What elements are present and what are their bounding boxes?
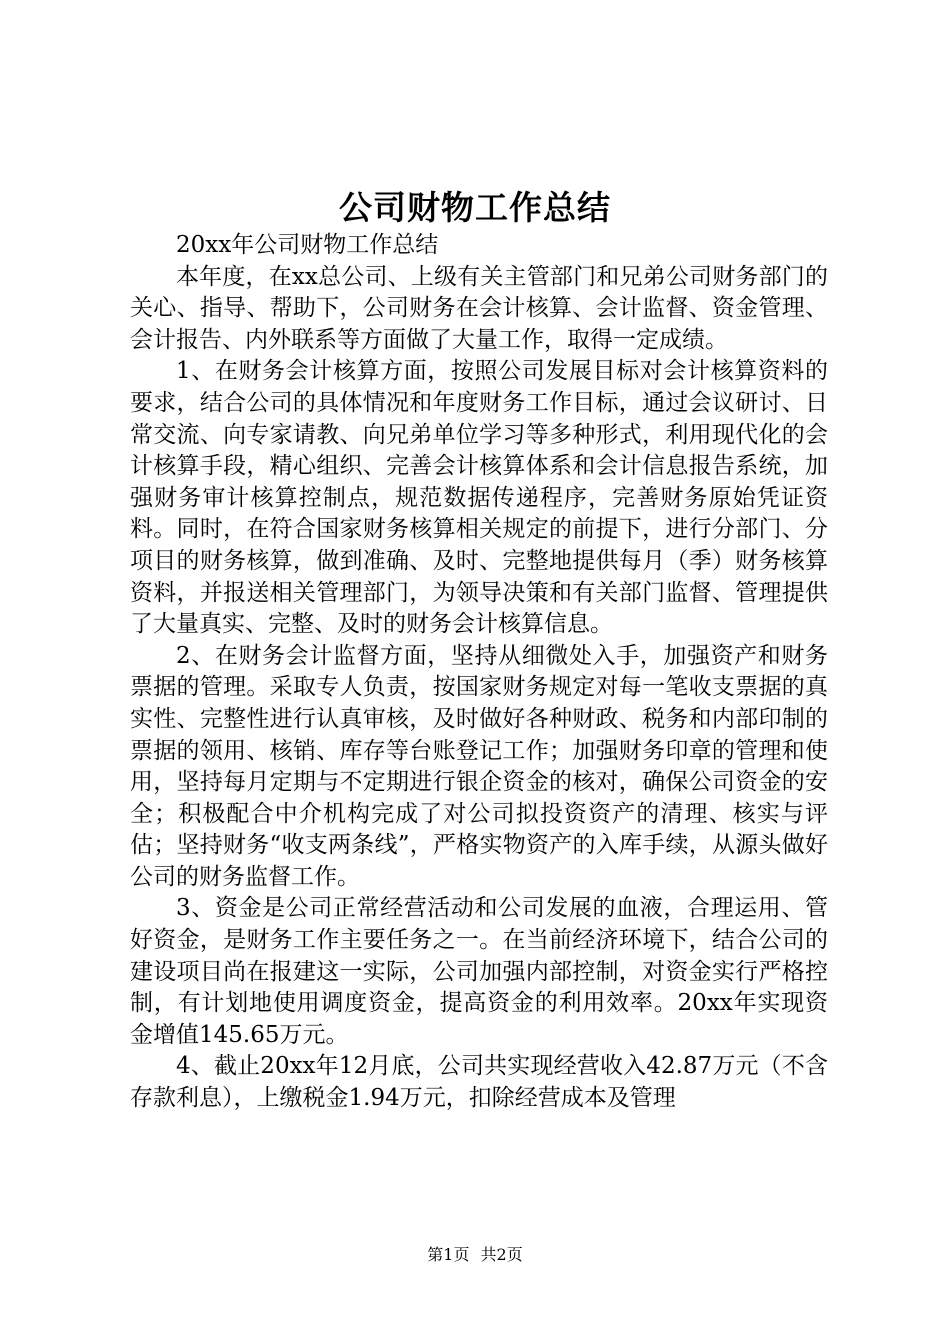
paragraph-funds: 3、资金是公司正常经营活动和公司发展的血液，合理运用、管好资金，是财务工作主要任务之一。在当前经济环境下，结合公司的建设项目尚在报建这一实际，公司加强内部控制，对资金实行严格控制，有计划地使用调度资金，提高资金的利用效率。20xx年实现资金增值145.65万元。 (130, 895, 828, 1048)
paragraph-supervision: 2、在财务会计监督方面，坚持从细微处入手，加强资产和财务票据的管理。采取专人负责，按国家财务规定对每一笔收支票据的真实性、完整性进行认真审核，及时做好各种财政、税务和内部印制的票据的领用、核销、库存等台账登记工作；加强财务印章的管理和使用，坚持每月定期与不定期进行银企资金的核对，确保公司资金的安全；积极配合中介机构完成了对公司拟投资资产的清理、核实与评估；坚持财务“收支两条线”，严格实物资产的入库手续，从源头做好公司的财务监督工作。 (130, 642, 828, 890)
document-body (130, 230, 828, 1115)
paragraph-revenue: 4、截止20xx年12月底，公司共实现经营收入42.87万元（不含存款利息），上缴税金1.94万元，扣除经营成本及管理 (130, 1053, 828, 1112)
paragraph-intro: 本年度，在xx总公司、上级有关主管部门和兄弟公司财务部门的关心、指导、帮助下，公司财务在会计核算、会计监督、资金管理、会计报告、内外联系等方面做了大量工作，取得一定成绩。 (130, 263, 828, 353)
document-title: 公司财物工作总结 (339, 188, 611, 227)
page-footer (0, 1244, 950, 1266)
paragraph-accounting: 1、在财务会计核算方面，按照公司发展目标对会计核算资料的要求，结合公司的具体情况和年度财务工作目标，通过会议研讨、日常交流、向专家请教、向兄弟单位学习等多种形式，利用现代化的会计核算手段，精心组织、完善会计核算体系和会计信息报告系统，加强财务审计核算控制点，规范数据传递程序，完善财务原始凭证资料。同时，在符合国家财务核算相关规定的前提下，进行分部门、分项目的财务核算，做到准确、及时、完整地提供每月（季）财务核算资料，并报送相关管理部门，为领导决策和有关部门监督、管理提供了大量真实、完整、及时的财务会计核算信息。 (130, 358, 828, 638)
paragraph-subtitle: 20xx年公司财物工作总结 (176, 232, 439, 258)
page-total: 共2页 (480, 1245, 523, 1264)
page-number: 第1页 (427, 1245, 470, 1264)
